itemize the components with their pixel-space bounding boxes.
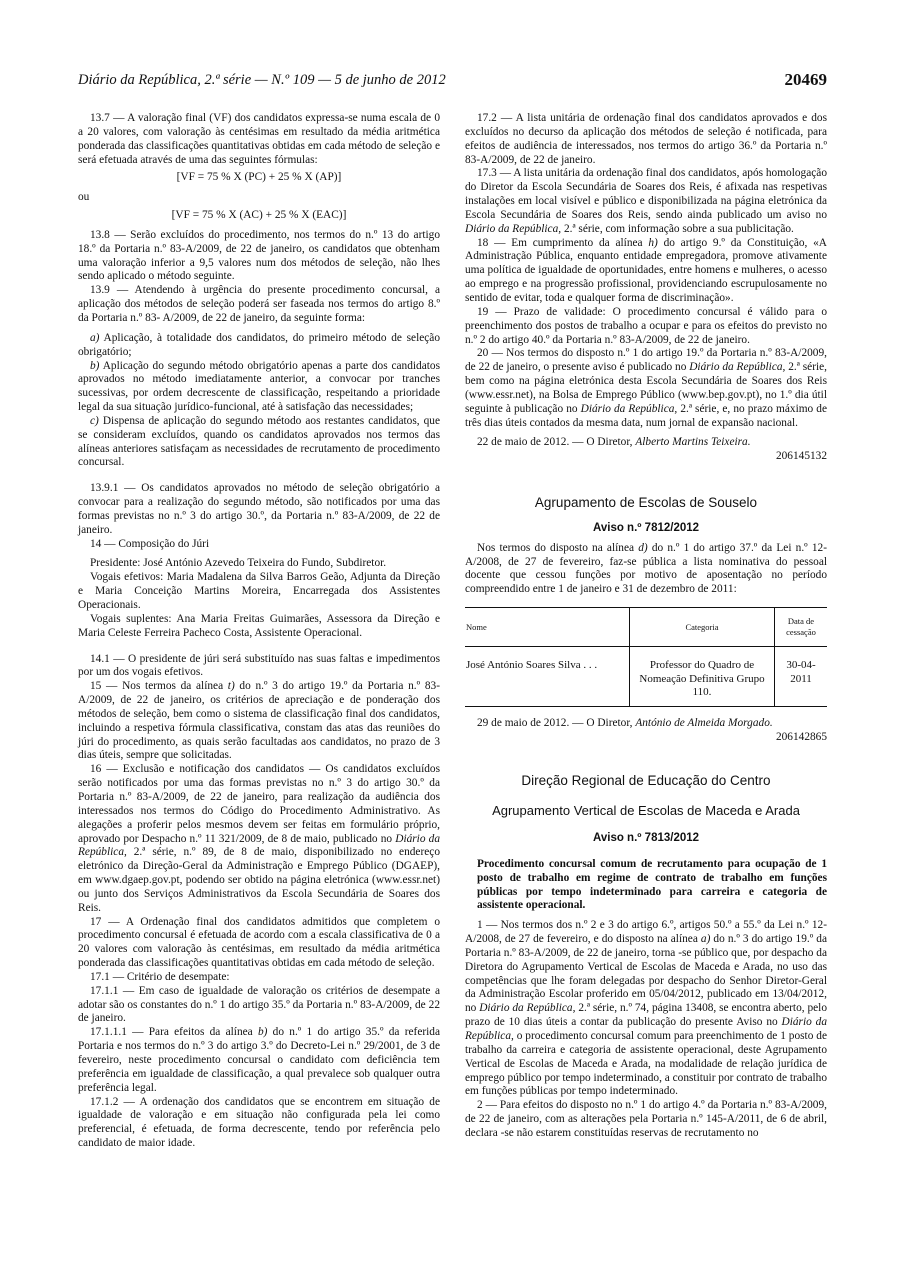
document-code-1: 206145132 [775, 450, 827, 463]
journal-title: Diário da República, 2.ª série — N.º 109 — 5 de junho de 2012 [78, 72, 446, 88]
table-row [465, 647, 827, 707]
paragraph-17-1-1: 17.1.1 — Em caso de igualdade de valoração os critérios de desempate a adotar são os constantes do n.º 1 do artigo 35.º da Portaria n.º 83-A/2009, de 22 de janeiro. [78, 984, 440, 1025]
entity-maceda-arada: Agrupamento Vertical de Escolas de Maceda e Arada [492, 803, 800, 819]
paragraph-17-2: 17.2 — A lista unitária de ordenação final dos candidatos aprovados e dos excluídos no decurso da aplicação dos métodos de seleção é notificada, para efeitos de audiência de interessados, nos termos do artigo 36.º da Portaria n.º 83-A/2009, de 22 de janeiro. [465, 112, 827, 166]
paragraph-16: 16 — Exclusão e notificação dos candidatos — Os candidatos excluídos serão notificados por uma das formas previstas no n.º 3 do artigo 30.º da Portaria n.º 83-A/2009, de 22 de janeiro, para realização da audiência dos interessados nos termos do Código do Procedimento Administrativo. As alegações a proferir pelos mesmos devem ser feitas em formulário próprio, aprovado por Despacho n.º 11 321/2009, de 8 de maio, publicado no Diário da República, 2.ª série, n.º 89, de 8 de maio, disponibilizado no endereço eletrónico da Direção-Geral da Administração e Emprego Público (DGAEP), em www.dgaep.gov.pt, podendo ser obtido na página eletrónica (www.essr.net) ou junto dos Serviços Administrativos da Escola Secundária de Soares dos Reis. [78, 763, 441, 914]
item-a: a) Aplicação, à totalidade dos candidatos, do primeiro método de seleção obrigatório; [78, 331, 440, 358]
paragraph-15: 15 — Nos termos da alínea t) do n.º 3 do artigo 19.º da Portaria n.º 83-A/2009, de 22 de janeiro, os critérios de apreciação e de ponderação dos métodos de seleção, bem como o sistema de classificação final dos candidatos, incluindo a respetiva fórmula classificativa, constam das atas das reuniões do júri do procedimento, as quais serão facultadas aos candidatos, no prazo de 3 dias úteis, sempre que solicitadas. [78, 680, 440, 762]
page-number: 20469 [784, 70, 827, 89]
paragraph-14-1: 14.1 — O presidente de júri será substituído nas suas faltas e impedimentos por um dos vogais efetivos. [78, 652, 440, 679]
document-code-2: 206142865 [775, 730, 827, 743]
signature-2: 29 de maio de 2012. — O Diretor, António de Almeida Morgado. [477, 716, 773, 729]
paragraph-17-3: 17.3 — A lista unitária da ordenação final dos candidatos, após homologação do Diretor da Escola Secundária de Soares dos Reis, é afixada nas respetivas instalações em local visível e público e disponibilizada na página eletrónica da Escola Secundária de Soares dos Reis, sendo ainda publicado um aviso no Diário da República, 2.ª série, com informação sobre a sua publicitação. [465, 167, 827, 235]
paragraph-17-1-2: 17.1.2 — A ordenação dos candidatos que se encontrem em situação de igualdade de valoração e em situação não configurada pela lei como preferencial, é efetuada, de forma decrescente, tendo por referência pelo candidato de maior idade. [78, 1095, 440, 1150]
formula-vf-2: [VF = 75 % X (AC) + 25 % X (EAC)] [171, 209, 347, 222]
column-header-data: Data de cessação [775, 608, 828, 647]
page-header [78, 72, 827, 96]
aviso-7813: Aviso n.º 7813/2012 [592, 832, 700, 845]
column-header-nome: Nome [465, 608, 630, 647]
cell-nome: José António Soares Silva . . . [465, 647, 630, 707]
jury-president: Presidente: José António Azevedo Teixeira do Fundo, Subdiretor. [90, 557, 387, 570]
entity-dre-centro: Direção Regional de Educação do Centro [521, 773, 771, 789]
entity-souselo: Agrupamento de Escolas de Souselo [534, 495, 758, 511]
paragraph-17: 17 — A Ordenação final dos candidatos admitidos que completem o procedimento concursal é efetuada de acordo com a escala classificativa de 0 a 20 valores com valoração às centésimas, em resultado da média aritmética ponderada das classificações quantitativas obtidas em cada método de seleção. [78, 915, 440, 970]
paragraph-maceda-2: 2 — Para efeitos do disposto no n.º 1 do artigo 4.º da Portaria n.º 83-A/2009, de 22 de janeiro, com as alterações pela Portaria n.º 145-A/2011, de 6 de abril, declara -se não estarem constituídas reservas de recrutamento no [465, 1099, 827, 1139]
procedure-title: Procedimento concursal comum de recrutamento para ocupação de 1 posto de trabalho em regime de contrato de trabalho em funções públicas por tempo indeterminado para carreira e categoria de assistente operacional. [477, 857, 827, 912]
paragraph-13-8: 13.8 — Serão excluídos do procedimento, nos termos do n.º 13 do artigo 18.º da Portaria n.º 83-A/2009, de 22 de janeiro, os candidatos que obtenham uma valoração inferior a 9,5 valores num dos métodos de seleção, não lhes sendo aplicado o método seguinte. [78, 228, 440, 283]
paragraph-13-7: 13.7 — A valoração final (VF) dos candidatos expressa-se numa escala de 0 a 20 valores, com valoração às centésimas em resultado da média aritmética ponderada das classificações quantitativas obtidas em cada método de seleção e será efetuada através de uma das seguintes fórmulas: [78, 112, 440, 166]
cell-data: 30-04-2011 [775, 647, 828, 707]
jury-vogais-efetivos: Vogais efetivos: Maria Madalena da Silva Barros Geão, Adjunta da Direção e Maria Conceição Martins Moreira, Encarregada dos Assistentes Operacionais. [78, 571, 440, 611]
left-column [78, 112, 440, 1151]
paragraph-17-1: 17.1 — Critério de desempate: [90, 970, 230, 983]
retirement-table [465, 607, 827, 707]
right-column [465, 112, 827, 1141]
item-b: b) Aplicação do segundo método obrigatório apenas a parte dos candidatos aprovados no método imediatamente anterior, a convocar por tranches sucessivas, por ordem decrescente de classificação, respeitando a prioridade legal da sua situação jurídico-funcional, até à satisfação das necessidades; [78, 359, 440, 414]
paragraph-13-9-1: 13.9.1 — Os candidatos aprovados no método de seleção obrigatório a convocar para a realização do segundo método, são notificados por uma das formas previstas no n.º 3 do artigo 30.º, da Portaria n.º 83-A/2009, de 22 de janeiro. [78, 482, 440, 536]
cell-categoria: Professor do Quadro de Nomeação Definitiva Grupo 110. [630, 647, 775, 707]
paragraph-20: 20 — Nos termos do disposto n.º 1 do artigo 19.º da Portaria n.º 83-A/2009, de 22 de janeiro, o presente aviso é publicado no Diário da República, 2.ª série, bem como na página eletrónica desta Escola Secundária de Soares dos Reis (www.essr.net), na Bolsa de Emprego Público (www.bep.gov.pt), no 1.º dia útil seguinte à publicação no Diário da República, 2.ª série, e, no prazo máximo de três dias úteis contados da mesma data, num jornal de expansão nacional. [465, 347, 828, 429]
paragraph-souselo: Nos termos do disposto na alínea d) do n.º 1 do artigo 37.º da Lei n.º 12-A/2008, de 27 de fevereiro, faz-se pública a lista nominativa do pessoal docente que cessou funções por motivo de aposentação no período compreendido entre 1 de janeiro e 31 de dezembro de 2011: [465, 541, 827, 596]
column-header-categoria: Categoria [630, 608, 775, 647]
or-text: ou [78, 191, 90, 204]
aviso-7812: Aviso n.º 7812/2012 [592, 521, 700, 534]
signature-1: 22 de maio de 2012. — O Diretor, Alberto Martins Teixeira. [477, 436, 751, 449]
paragraph-18: 18 — Em cumprimento da alínea h) do artigo 9.º da Constituição, «A Administração Pública, enquanto entidade empregadora, promove ativamente uma política de igualdade de oportunidades, entre homens e mulheres, o acesso ao emprego e na progressão profissional, providenciando escrupulosamente no sentido de evitar, toda e qualquer forma de discriminação». [465, 236, 827, 304]
item-c: c) Dispensa de aplicação do segundo método aos restantes candidatos, que se consideram excluídos, quando os candidatos aprovados nos termos das alíneas anteriores satisfaçam as necessidades de recrutamento de procedimento concursal. [78, 414, 440, 469]
paragraph-13-9: 13.9 — Atendendo à urgência do presente procedimento concursal, a aplicação dos métodos de seleção poderá ser faseada nos termos do artigo 8.º da Portaria n.º 83- A/2009, de 22 de janeiro, da seguinte forma: [78, 284, 440, 324]
paragraph-19: 19 — Prazo de validade: O procedimento concursal é válido para o preenchimento dos postos de trabalho a ocupar e para os efeitos do previsto no n.º 2 do artigo 40.º da Portaria n.º 83-A/2009, de 22 de janeiro. [465, 305, 827, 346]
paragraph-14: 14 — Composição do Júri [90, 537, 210, 550]
jury-vogais-suplentes: Vogais suplentes: Ana Maria Freitas Guimarães, Assessora da Direção e Maria Celeste Ferreira Pacheco Costa, Assistente Operacional. [78, 612, 440, 639]
paragraph-maceda-1: 1 — Nos termos dos n.º 2 e 3 do artigo 6.º, artigos 50.º a 55.º da Lei n.º 12-A/2008, de 27 de fevereiro, e do disposto na alínea a) do n.º 3 do artigo 19.º da Portaria n.º 83-A/2009, de 22 de janeiro, torna -se público que, por despacho da Diretora do Agrupamento Vertical de Escolas de Maceda e Arada, no uso das competências que lhe foram delegadas por despacho do Senhor Diretor-Geral da Administração Escolar proferido em 05/04/2012, publicado em 13/04/2012, no Diário da República, 2.ª série, n.º 74, página 13408, se encontra aberto, pelo prazo de 10 dias úteis a contar da publicação do presente Aviso no Diário da República, o procedimento concursal comum para preenchimento de 1 posto de trabalho da carreira e categoria de assistente operacional, deste Agrupamento Vertical de Escolas de Maceda e Arada, na modalidade de relação jurídica de emprego público por tempo indeterminado, a constituir por contrato de trabalho em funções públicas por tempo indeterminado. [465, 919, 827, 1098]
formula-vf-1: [VF = 75 % X (PC) + 25 % X (AP)] [176, 171, 342, 184]
paragraph-17-1-1-1: 17.1.1.1 — Para efeitos da alínea b) do n.º 1 do artigo 35.º da referida Portaria e nos termos do n.º 3 do artigo 3.º do Decreto-Lei n.º 29/2001, de 3 de fevereiro, neste procedimento concursal o candidato com deficiência tem preferência em igualdade de classificação, a qual prevalece sob qualquer outra preferência legal. [78, 1026, 440, 1094]
